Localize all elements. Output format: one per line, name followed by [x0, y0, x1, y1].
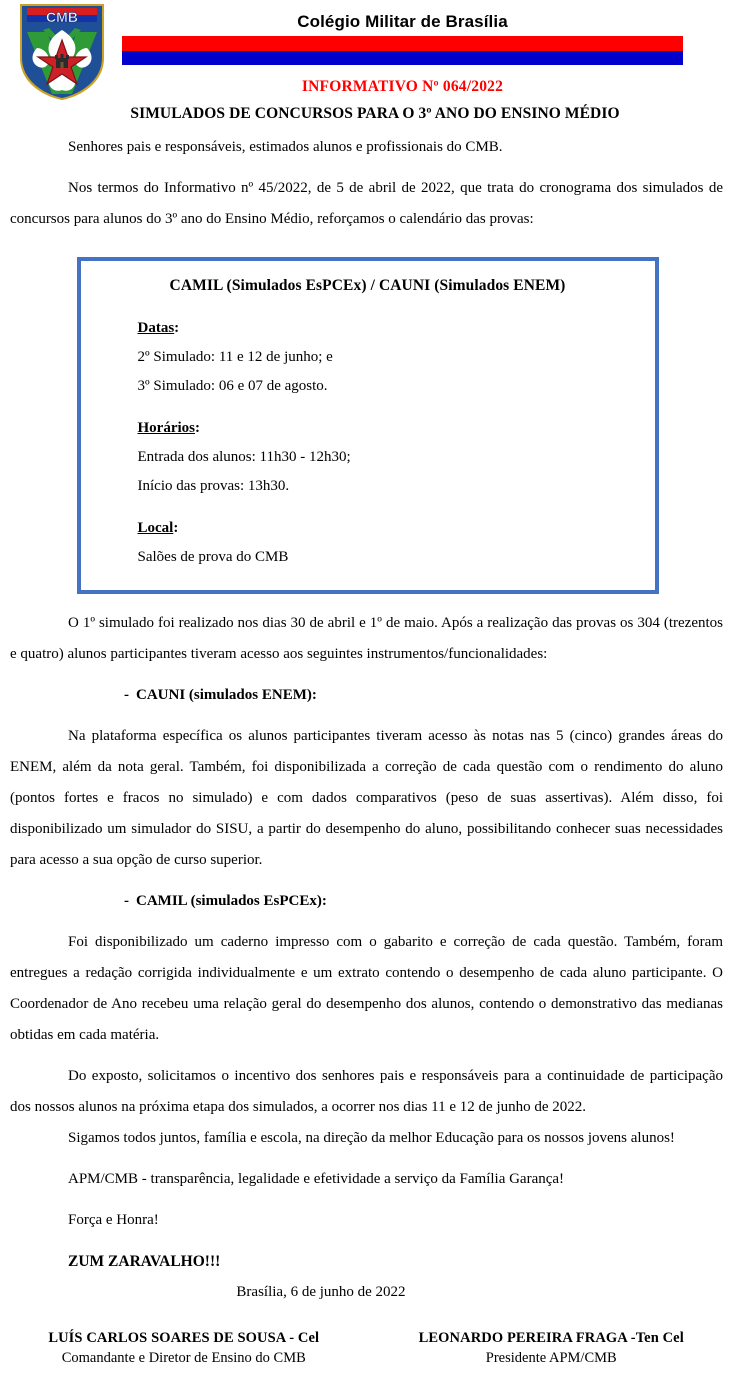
spacer	[0, 1154, 735, 1164]
schedule-label-horarios-colon: :	[195, 420, 200, 436]
schedule-label-horarios-text: Horários	[137, 420, 195, 436]
schedule-group-horarios	[138, 414, 655, 501]
schedule-label-local-text: Local	[137, 520, 174, 536]
flag-color-bar	[122, 36, 683, 65]
schedule-box-title: CAMIL (Simulados EsPCEx) / CAUNI (Simulados ENEM)	[169, 277, 566, 294]
schedule-label-local-colon: :	[173, 520, 179, 536]
flag-bar-blue	[122, 51, 683, 65]
spacer	[0, 594, 735, 608]
crest-label: CMB	[46, 9, 78, 25]
schedule-label-datas	[138, 314, 655, 343]
spacer	[0, 1051, 735, 1061]
paragraph-camil: Foi disponibilizado um caderno impresso com o gabarito e correção de cada questão. Também, foram entregues a redação corrigida individualmente e um extrato contendo o desempenho de cada aluno participante. O Coordenador de Ano recebeu uma relação geral do desempenho dos alunos, contendo o demonstrativo das medianas obtidas em cada matéria.	[10, 934, 723, 1043]
spacer	[0, 711, 735, 721]
signature-name: LUÍS CARLOS SOARES DE SOUSA - Cel	[48, 1330, 320, 1346]
schedule-label-local	[138, 514, 655, 543]
school-name-title: Colégio Militar de Brasília	[297, 12, 508, 31]
paragraph-closing-3: Força e Honra!	[68, 1212, 159, 1228]
signature-president	[368, 1328, 735, 1369]
document-subtitle: SIMULADOS DE CONCURSOS PARA O 3º ANO DO ENSINO MÉDIO	[130, 105, 620, 122]
informativo-number: INFORMATIVO Nº 064/2022	[301, 78, 504, 95]
cmb-shield-crest-icon	[17, 2, 107, 100]
signature-commander	[0, 1328, 368, 1369]
dateline: Brasília, 6 de junho de 2022	[236, 1284, 406, 1300]
paragraph-closing-1: Sigamos todos juntos, família e escola, na direção da melhor Educação para os nossos jovens alunos!	[68, 1130, 675, 1146]
signature-name: LEONARDO PEREIRA FRAGA -Ten Cel	[418, 1330, 684, 1346]
schedule-line: Entrada dos alunos: 11h30 - 12h30;	[137, 449, 351, 465]
paragraph-intro: Nos termos do Informativo nº 45/2022, de 5 de abril de 2022, que trata do cronograma dos simulados de concursos para alunos do 3º ano do Ensino Médio, reforçamos o calendário das provas:	[10, 180, 723, 227]
schedule-label-horarios	[138, 414, 655, 443]
paragraph-conclusion: Do exposto, solicitamos o incentivo dos senhores pais e responsáveis para a continuidade de participação dos nossos alunos na próxima etapa dos simulados, a ocorrer nos dias 11 e 12 de junho de 2022.	[10, 1068, 723, 1115]
signature-role: Presidente APM/CMB	[485, 1350, 617, 1366]
paragraph-greeting: Senhores pais e responsáveis, estimados alunos e profissionais do CMB.	[68, 139, 503, 155]
bullet-dash: -	[124, 893, 129, 909]
bullet-cauni-label: CAUNI (simulados ENEM):	[136, 687, 317, 703]
schedule-box-content	[81, 314, 655, 572]
bullet-camil	[0, 886, 735, 917]
spacer	[0, 670, 735, 680]
document-body	[0, 132, 735, 1308]
document-header	[0, 0, 735, 130]
spacer	[0, 876, 735, 886]
paragraph-closing-2: APM/CMB - transparência, legalidade e efetividade a serviço da Família Garança!	[68, 1171, 565, 1187]
schedule-line: Início das provas: 13h30.	[137, 478, 290, 494]
bullet-camil-label: CAMIL (simulados EsPCEx):	[136, 893, 327, 909]
paragraph-after-box: O 1º simulado foi realizado nos dias 30 de abril e 1º de maio. Após a realização das provas os 304 (trezentos e quatro) alunos participantes tiveram acesso aos seguintes instrumentos/funcionalidades:	[10, 615, 723, 662]
spacer	[0, 917, 735, 927]
schedule-label-datas-text: Datas	[137, 320, 175, 336]
flag-bar-red	[122, 36, 683, 51]
schedule-line: Salões de prova do CMB	[137, 549, 289, 565]
signature-block	[0, 1328, 735, 1369]
schedule-line: 2º Simulado: 11 e 12 de junho; e	[137, 349, 333, 365]
schedule-line: 3º Simulado: 06 e 07 de agosto.	[137, 378, 328, 394]
bullet-cauni	[0, 680, 735, 711]
schedule-group-datas	[138, 314, 655, 401]
spacer	[0, 1236, 735, 1246]
schedule-group-local	[138, 514, 655, 572]
spacer	[0, 1195, 735, 1205]
signature-role: Comandante e Diretor de Ensino do CMB	[61, 1350, 306, 1366]
schedule-box	[77, 257, 659, 594]
bullet-dash: -	[124, 687, 129, 703]
paragraph-cauni: Na plataforma específica os alunos participantes tiveram acesso às notas nas 5 (cinco) grandes áreas do ENEM, além da nota geral. Também, foi disponibilizada a correção de cada questão com o rendimento do aluno (pontos fortes e fracos no simulado) e com dados comparativos (peso de suas assertivas). Além disso, foi disponibilizado um simulador do SISU, a partir do desempenho do aluno, possibilitando conhecer suas necessidades para acesso a sua opção de curso superior.	[10, 728, 723, 868]
spacer	[0, 163, 735, 173]
schedule-label-datas-colon: :	[174, 320, 180, 336]
motto-zum-zaravalho: ZUM ZARAVALHO!!!	[68, 1253, 221, 1270]
